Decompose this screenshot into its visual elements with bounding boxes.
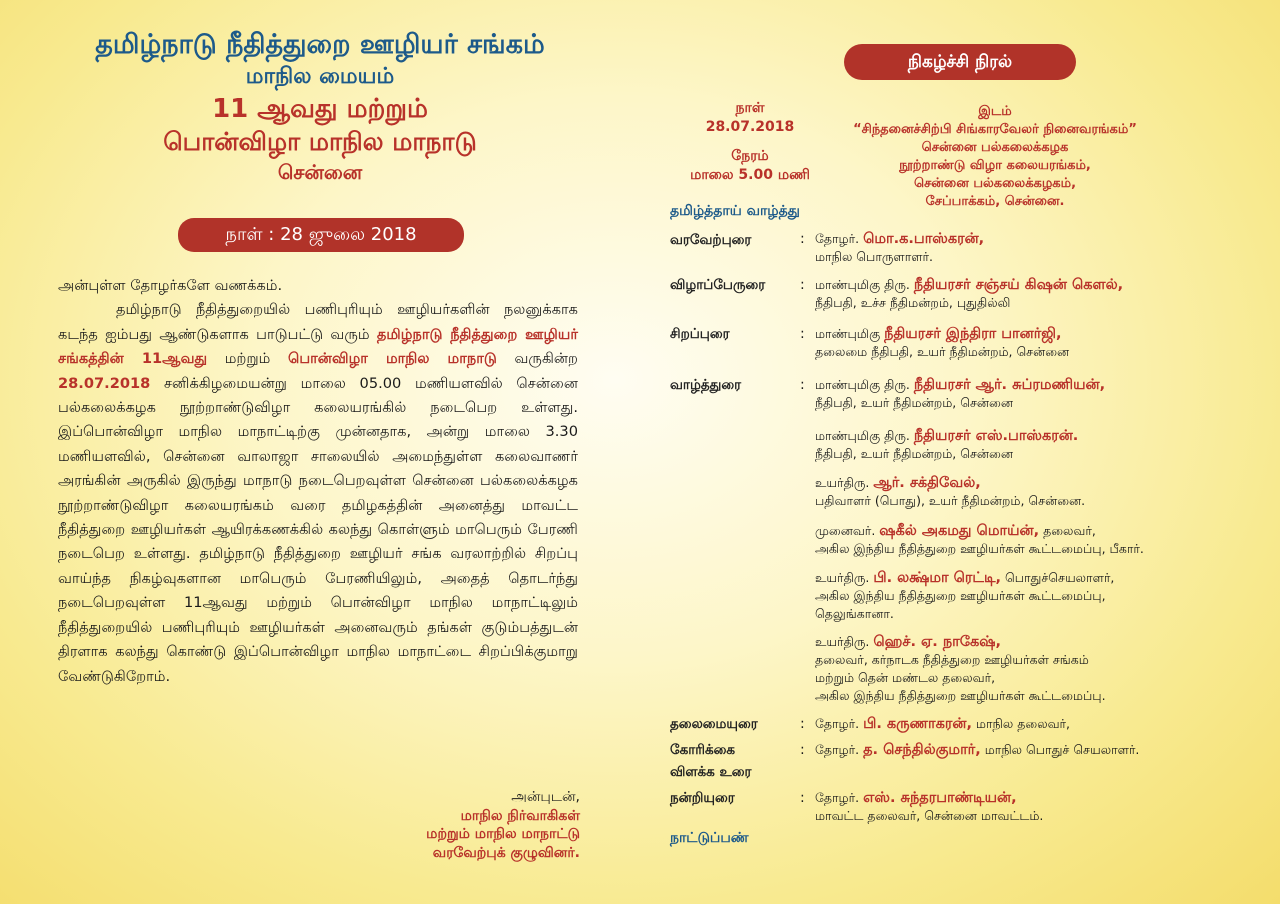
program-entry: மாண்புமிகு திரு. நீதியரசர் ஆர். சுப்ரமணியன், நீதிபதி, உயர் நீதிமன்றம், சென்னை [815, 377, 1106, 410]
association-name: தமிழ்நாடு நீதித்துறை ஊழியர் சங்கம் [95, 29, 545, 60]
row-label: சிறப்புரை [670, 326, 730, 342]
venue-line: சென்னை பல்கலைக்கழக [921, 140, 1069, 155]
program-entry: உயர்திரு. பி. லக்ஷ்மா ரெட்டி, பொதுச்செயலாளர், அகில இந்திய நீதித்துறை ஊழியர்கள் கூட்டமைப்பு, தெலுங்கானா. [815, 570, 1115, 621]
program-entry: தோழர். த. செந்தில்குமார், மாநில பொதுச் செயலாளர். [815, 742, 1140, 758]
separator: : [800, 277, 805, 293]
program-entry: மாண்புமிகு திரு. நீதியரசர் எஸ்.பாஸ்கரன். நீதிபதி, உயர் நீதிமன்றம், சென்னை [815, 428, 1079, 461]
program-entry: மாண்புமிகு திரு. நீதியரசர் சஞ்சய் கிஷன் கௌல், நீதிபதி, உச்ச நீதிமன்றம், புதுதில்லி [815, 277, 1124, 310]
program-entry: முனைவர். ஷகீல் அகமது மொய்ன், தலைவர், அகில இந்திய நீதித்துறை ஊழியர்கள் கூட்டமைப்பு, பீகார். [815, 523, 1144, 556]
separator: : [800, 742, 805, 758]
row-label: வாழ்த்துரை [670, 377, 742, 393]
conference-title: பொன்விழா மாநில மாநாடு [163, 127, 477, 156]
signoff: அன்புடன், [511, 789, 580, 805]
venue-line: சேப்பாக்கம், சென்னை. [925, 194, 1065, 209]
venue-line: சென்னை பல்கலைக்கழகம், [913, 176, 1077, 191]
program-entry: தோழர். மொ.க.பாஸ்கரன், மாநில பொருளாளர். [815, 231, 985, 264]
program-entry: தோழர். எஸ். சுந்தரபாண்டியன், மாவட்ட தலைவர், சென்னை மாவட்டம். [815, 790, 1044, 823]
venue-line: “சிந்தனைச்சிற்பி சிங்காரவேலர் நினைவரங்கம்” [853, 122, 1137, 137]
opening-item: தமிழ்த்தாய் வாழ்த்து [670, 203, 800, 219]
venue-label: இடம் [978, 104, 1012, 119]
row-label: கோரிக்கை [670, 742, 736, 758]
row-label: விழாப்பேருரை [670, 277, 766, 293]
row-label: தலைமையுரை [670, 716, 758, 732]
separator: : [800, 326, 805, 342]
letter-signature [360, 788, 580, 862]
invitation-letter [58, 274, 578, 689]
letter-greeting: அன்புள்ள தோழர்களே வணக்கம். [58, 277, 283, 294]
date-banner: நாள் : 28 ஜுலை 2018 [178, 218, 464, 252]
program-venue [840, 103, 1150, 211]
row-label: வரவேற்புரை [670, 232, 752, 248]
program-entry: தோழர். பி. கருணாகரன், மாநில தலைவர், [815, 716, 1071, 732]
letter-body: தமிழ்நாடு நீதித்துறையில் பணிபுரியும் ஊழியர்களின் நலனுக்காக கடந்த ஐம்பது ஆண்டுகளாக பாடுபட்டு வரும் தமிழ்நாடு நீதித்துறை ஊழியர் சங்கத்தின் 11ஆவது மற்றும் பொன்விழா மாநில மாநாடு வருகின்ற 28.07.2018 சனிக்கிழமையன்று மாலை 05.00 மணியளவில் சென்னை பல்கலைக்கழக நூற்றாண்டுவிழா கலையரங்கில் நடைபெற உள்ளது. இப்பொன்விழா மாநில மாநாட்டிற்கு முன்னதாக, அன்று மாலை 3.30 மணியளவில், சென்னை வாலாஜா சாலையில் அமைந்துள்ள கலைவாணர் அரங்கின் அருகில் இருந்து மாநாடு நடைபெறவுள்ள சென்னை பல்கலைக்கழக நூற்றாண்டுவிழா கலையரங்கம் வரை தமிழகத்தின் அனைத்து மாவட்ட நீதித்துறை ஊழியர்கள் ஆயிரக்கணக்கில் கலந்து கொள்ளும் மாபெரும் பேரணி நடைபெற உள்ளது. தமிழ்நாடு நீதித்துறை ஊழியர் சங்க வரலாற்றில் சிறப்பு வாய்ந்த நிகழ்வுகளான மாபெரும் பேரணியிலும், அதைத் தொடர்ந்து நடைபெறவுள்ள 11ஆவது மற்றும் பொன்விழா மாநில மாநாட்டிலும் நீதித்துறையில் பணிபுரியும் ஊழியர்கள் அனைவரும் தங்கள் குடும்பத்துடன் திரளாக கலந்து கொண்டு இப்பொன்விழா மாநில மாநாட்டை சிறப்பிக்குமாறு வேண்டுகிறோம். [58, 301, 578, 685]
separator: : [800, 377, 805, 393]
program-title-banner: நிகழ்ச்சி நிரல் [844, 44, 1076, 80]
separator: : [800, 231, 805, 247]
program-date-time [650, 99, 850, 185]
program-entry: மாண்புமிகு நீதியரசர் இந்திரா பானர்ஜி, தலைமை நீதிபதி, உயர் நீதிமன்றம், சென்னை [815, 326, 1070, 359]
date-label: நாள் [735, 100, 765, 116]
signatory-3: வரவேற்புக் குழுவினர். [432, 844, 580, 861]
signatory-2: மற்றும் மாநில மாநாட்டு [426, 826, 580, 842]
state-centre: மாநில மையம் [245, 64, 395, 89]
date-value: 28.07.2018 [705, 119, 795, 135]
signatory-1: மாநில நிர்வாகிகள் [460, 807, 580, 824]
program-entry: உயர்திரு. ஆர். சக்திவேல், பதிவாளர் (பொது), உயர் நீதிமன்றம், சென்னை. [815, 475, 1086, 508]
program-entry: உயர்திரு. ஹெச். ஏ. நாகேஷ், தலைவர், கர்நாடக நீதித்துறை ஊழியர்கள் சங்கம் மற்றும் தென் மண்டல தலைவர், அகில இந்திய நீதித்துறை ஊழியர்கள் கூட்டமைப்பு. [815, 634, 1106, 703]
conference-header [40, 28, 600, 186]
row-label: விளக்க உரை [670, 764, 752, 780]
conference-city: சென்னை [277, 160, 363, 184]
time-value: மாலை 5.00 மணி [690, 167, 810, 183]
time-label: நேரம் [731, 148, 769, 164]
venue-line: நூற்றாண்டு விழா கலையரங்கம், [899, 158, 1091, 173]
closing-item: நாட்டுப்பண் [670, 830, 749, 846]
separator: : [800, 716, 805, 732]
row-label: நன்றியுரை [670, 790, 735, 806]
separator: : [800, 790, 805, 806]
conference-number: 11 ஆவது மற்றும் [212, 94, 428, 124]
